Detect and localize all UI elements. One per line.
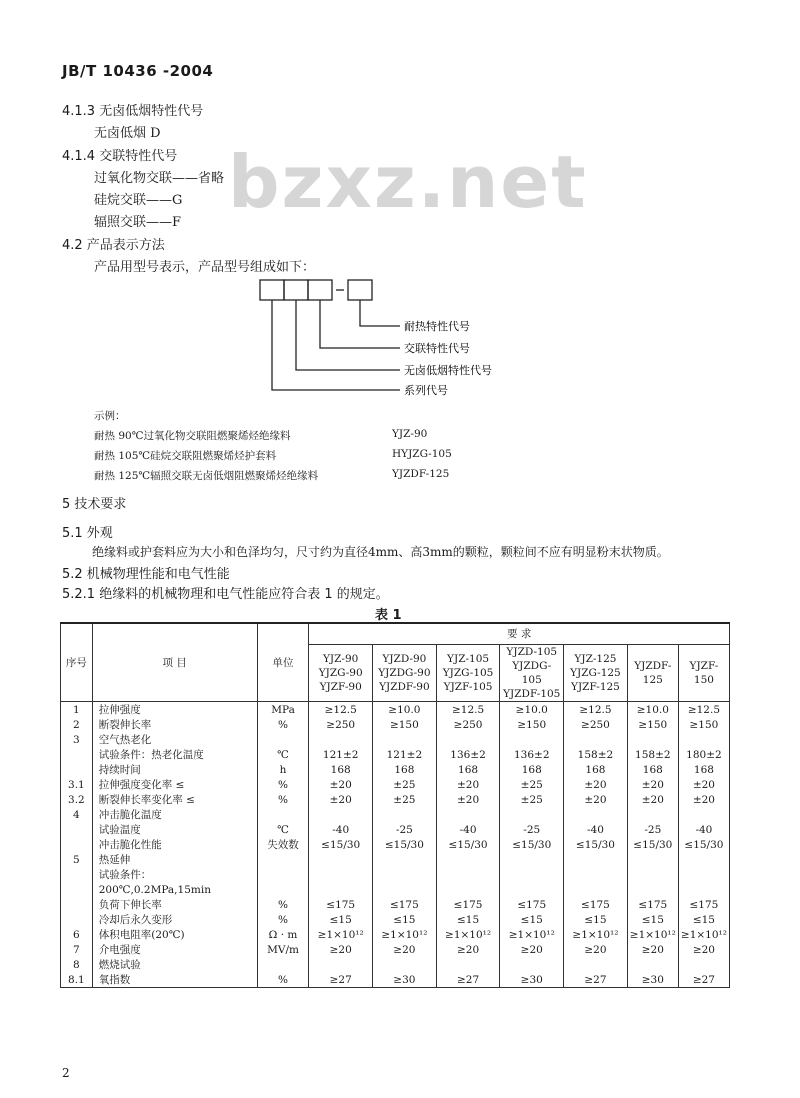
- row-value: 136±2: [436, 747, 500, 762]
- row-value: ±20: [627, 792, 678, 807]
- table-row: [61, 912, 730, 927]
- row-value: ≥250: [564, 717, 628, 732]
- row-value: -40: [436, 822, 500, 837]
- head-no: 序号: [61, 623, 93, 702]
- row-no: 3: [61, 732, 93, 747]
- row-value: [500, 732, 564, 747]
- head-group-line: YJZF-90: [319, 681, 362, 693]
- row-value: [309, 867, 373, 882]
- row-value: 121±2: [309, 747, 373, 762]
- row-no: 1: [61, 702, 93, 718]
- standard-number: JB/T 10436 -2004: [62, 62, 214, 80]
- row-value: ≤15/30: [309, 837, 373, 852]
- row-value: 168: [309, 762, 373, 777]
- row-no: [61, 762, 93, 777]
- row-value: ≥150: [500, 717, 564, 732]
- head-group: [373, 645, 437, 702]
- row-value: ≥1×10¹²: [678, 927, 729, 942]
- head-requirement: 要 求: [309, 623, 730, 645]
- row-item: 试验条件：: [92, 867, 257, 882]
- row-value: [678, 732, 729, 747]
- row-value: [678, 957, 729, 972]
- section-4-1-3-item: 无卤低烟 D: [94, 126, 161, 141]
- row-value: [627, 882, 678, 897]
- row-unit: %: [257, 912, 309, 927]
- row-value: ≥27: [564, 972, 628, 988]
- row-value: ≥150: [678, 717, 729, 732]
- row-unit: 失效数: [257, 837, 309, 852]
- row-value: ≤15: [678, 912, 729, 927]
- row-unit: [257, 957, 309, 972]
- row-unit: %: [257, 972, 309, 988]
- row-value: [309, 732, 373, 747]
- row-value: ≥20: [373, 942, 437, 957]
- row-value: [564, 852, 628, 867]
- row-value: [436, 957, 500, 972]
- head-group-line: YJZF-150: [689, 660, 719, 686]
- spec-table: [60, 622, 730, 988]
- head-group-line: YJZD-90: [382, 653, 427, 665]
- crosslink-item-peroxide: 过氧化物交联——省略: [94, 171, 225, 186]
- table-row: [61, 867, 730, 882]
- table-row: [61, 972, 730, 988]
- example-desc-2: 耐热 105℃硅烷交联阻燃聚烯烃护套料: [94, 450, 277, 462]
- head-group: [627, 645, 678, 702]
- row-value: [500, 957, 564, 972]
- diagram-label-halogen-free: 无卤低烟特性代号: [404, 364, 492, 377]
- row-value: [436, 882, 500, 897]
- table-row: [61, 837, 730, 852]
- row-value: ≥150: [627, 717, 678, 732]
- row-value: [627, 807, 678, 822]
- head-group-line: YJZDF-125: [634, 660, 672, 686]
- example-code-1: YJZ-90: [392, 428, 428, 440]
- table-row: [61, 942, 730, 957]
- table-row: [61, 897, 730, 912]
- head-group-line: YJZG-105: [442, 667, 494, 679]
- row-no: 3.2: [61, 792, 93, 807]
- diagram-label-series: 系列代号: [404, 384, 448, 397]
- row-value: [373, 882, 437, 897]
- row-value: ±20: [309, 792, 373, 807]
- row-value: -40: [309, 822, 373, 837]
- row-value: -40: [564, 822, 628, 837]
- row-value: ≤15: [309, 912, 373, 927]
- row-value: -25: [373, 822, 437, 837]
- table-row: [61, 807, 730, 822]
- row-value: ≤15/30: [678, 837, 729, 852]
- row-value: 136±2: [500, 747, 564, 762]
- row-value: ≥12.5: [564, 702, 628, 718]
- row-item: 断裂伸长率: [92, 717, 257, 732]
- row-item: 持续时间: [92, 762, 257, 777]
- head-group-line: YJZ-105: [447, 653, 490, 665]
- row-value: ≥30: [627, 972, 678, 988]
- row-value: 168: [500, 762, 564, 777]
- row-no: 8: [61, 957, 93, 972]
- row-item: 热延伸: [92, 852, 257, 867]
- row-value: ≤175: [436, 897, 500, 912]
- row-value: 168: [373, 762, 437, 777]
- head-group-line: YJZF-105: [443, 681, 493, 693]
- row-value: ≤15/30: [436, 837, 500, 852]
- row-unit: MPa: [257, 702, 309, 718]
- head-group-line: YJZG-90: [318, 667, 363, 679]
- table-row: [61, 732, 730, 747]
- row-value: ≥20: [436, 942, 500, 957]
- row-value: ≥30: [373, 972, 437, 988]
- head-group: [436, 645, 500, 702]
- row-value: ≤15/30: [373, 837, 437, 852]
- row-value: [564, 882, 628, 897]
- model-code-diagram: [252, 278, 582, 400]
- row-value: [627, 732, 678, 747]
- row-value: ±20: [678, 777, 729, 792]
- row-unit: %: [257, 792, 309, 807]
- head-group-line: YJZF-125: [571, 681, 620, 693]
- row-value: [500, 807, 564, 822]
- row-value: ≥30: [500, 972, 564, 988]
- table-row: [61, 762, 730, 777]
- row-value: 158±2: [564, 747, 628, 762]
- row-value: [564, 732, 628, 747]
- row-value: [627, 852, 678, 867]
- head-group-line: YJZDF-105: [503, 688, 561, 700]
- row-no: [61, 747, 93, 762]
- row-unit: ℃: [257, 822, 309, 837]
- row-value: ≤15: [564, 912, 628, 927]
- row-item: 200℃,0.2MPa,15min: [92, 882, 257, 897]
- head-group-line: YJZ-90: [323, 653, 359, 665]
- row-value: [627, 957, 678, 972]
- row-value: [309, 807, 373, 822]
- table-row: [61, 927, 730, 942]
- table-row: [61, 882, 730, 897]
- head-group: [309, 645, 373, 702]
- row-value: ≤175: [500, 897, 564, 912]
- row-value: -40: [678, 822, 729, 837]
- head-group-line: YJZDG-105: [512, 660, 552, 686]
- row-value: ≥12.5: [309, 702, 373, 718]
- row-unit: %: [257, 717, 309, 732]
- row-unit: [257, 807, 309, 822]
- row-no: [61, 912, 93, 927]
- section-5-2-title: 5.2 机械物理性能和电气性能: [62, 567, 230, 582]
- row-value: ≥20: [564, 942, 628, 957]
- row-value: [500, 867, 564, 882]
- example-code-3: YJZDF-125: [392, 468, 450, 480]
- row-value: [564, 807, 628, 822]
- row-item: 氧指数: [92, 972, 257, 988]
- row-value: [373, 867, 437, 882]
- section-5-1-text: 绝缘料或护套料应为大小和色泽均匀，尺寸约为直径4mm、高3mm的颗粒，颗粒间不应有明显粉末状物质。: [92, 545, 669, 559]
- row-value: -25: [627, 822, 678, 837]
- row-value: [678, 882, 729, 897]
- row-item: 冲击脆化性能: [92, 837, 257, 852]
- head-group-line: YJZDF-90: [379, 681, 430, 693]
- section-4-2-text: 产品用型号表示，产品型号组成如下：: [94, 260, 316, 275]
- row-no: 6: [61, 927, 93, 942]
- table-row: [61, 822, 730, 837]
- row-value: [500, 882, 564, 897]
- row-no: 4: [61, 807, 93, 822]
- row-value: [500, 852, 564, 867]
- examples-title: 示例：: [94, 410, 126, 422]
- row-value: 158±2: [627, 747, 678, 762]
- row-value: 168: [627, 762, 678, 777]
- example-desc-3: 耐热 125℃辐照交联无卤低烟阻燃聚烯烃绝缘料: [94, 470, 319, 482]
- row-value: ±20: [436, 777, 500, 792]
- row-value: ≤175: [627, 897, 678, 912]
- table-row: [61, 777, 730, 792]
- row-value: ≥1×10¹²: [373, 927, 437, 942]
- row-value: ≤175: [678, 897, 729, 912]
- head-group-line: YJZD-105: [506, 646, 558, 658]
- row-value: [373, 807, 437, 822]
- row-value: ≥10.0: [373, 702, 437, 718]
- row-item: 拉伸强度变化率 ≤: [92, 777, 257, 792]
- row-value: ≥1×10¹²: [436, 927, 500, 942]
- row-value: ≥10.0: [500, 702, 564, 718]
- head-group: [500, 645, 564, 702]
- table-row: [61, 717, 730, 732]
- row-value: ±25: [500, 792, 564, 807]
- row-value: [373, 732, 437, 747]
- row-value: ±20: [436, 792, 500, 807]
- section-5-1-title: 5.1 外观: [62, 526, 113, 541]
- row-value: [436, 867, 500, 882]
- example-desc-1: 耐热 90℃过氧化物交联阻燃聚烯烃绝缘料: [94, 430, 291, 442]
- row-unit: [257, 732, 309, 747]
- row-value: [373, 852, 437, 867]
- row-value: [678, 807, 729, 822]
- row-value: ≥27: [436, 972, 500, 988]
- row-value: ≥12.5: [678, 702, 729, 718]
- row-value: ≥27: [678, 972, 729, 988]
- table-row: [61, 747, 730, 762]
- head-group-line: YJZG-125: [570, 667, 621, 679]
- table-caption: 表 1: [375, 608, 402, 623]
- row-value: ±20: [627, 777, 678, 792]
- row-value: ≥1×10¹²: [564, 927, 628, 942]
- row-value: ≥250: [436, 717, 500, 732]
- row-value: ≤175: [373, 897, 437, 912]
- row-value: [309, 852, 373, 867]
- row-value: ≤15: [436, 912, 500, 927]
- row-value: ±25: [373, 792, 437, 807]
- table-row: [61, 792, 730, 807]
- row-value: ≥1×10¹²: [627, 927, 678, 942]
- row-value: 168: [436, 762, 500, 777]
- row-value: [309, 957, 373, 972]
- row-value: ≤15: [373, 912, 437, 927]
- row-value: ±25: [500, 777, 564, 792]
- row-unit: h: [257, 762, 309, 777]
- row-value: [627, 867, 678, 882]
- row-value: ≤15/30: [500, 837, 564, 852]
- row-unit: Ω · m: [257, 927, 309, 942]
- row-value: ≤175: [564, 897, 628, 912]
- row-no: 3.1: [61, 777, 93, 792]
- row-value: [678, 867, 729, 882]
- row-item: 负荷下伸长率: [92, 897, 257, 912]
- row-item: 冲击脆化温度: [92, 807, 257, 822]
- row-value: ≥250: [309, 717, 373, 732]
- row-value: ±20: [564, 792, 628, 807]
- head-group-line: YJZ-125: [574, 653, 617, 665]
- section-4-1-3-title: 4.1.3 无卤低烟特性代号: [62, 104, 204, 119]
- table-row: [61, 852, 730, 867]
- row-no: [61, 822, 93, 837]
- row-item: 空气热老化: [92, 732, 257, 747]
- row-value: ±20: [564, 777, 628, 792]
- row-item: 试验条件：热老化温度: [92, 747, 257, 762]
- example-code-2: HYJZG-105: [392, 448, 452, 460]
- row-value: ≤15/30: [627, 837, 678, 852]
- row-no: 2: [61, 717, 93, 732]
- row-value: ≥1×10¹²: [500, 927, 564, 942]
- crosslink-item-irradiation: 辐照交联——F: [94, 215, 182, 230]
- row-value: ≥20: [309, 942, 373, 957]
- row-value: ≤175: [309, 897, 373, 912]
- row-item: 拉伸强度: [92, 702, 257, 718]
- row-value: [373, 957, 437, 972]
- row-value: ±20: [309, 777, 373, 792]
- section-4-1-4-title: 4.1.4 交联特性代号: [62, 149, 178, 164]
- row-value: ≥150: [373, 717, 437, 732]
- row-value: [678, 852, 729, 867]
- row-value: [436, 807, 500, 822]
- row-unit: %: [257, 897, 309, 912]
- row-value: ≥1×10¹²: [309, 927, 373, 942]
- row-value: ≥20: [678, 942, 729, 957]
- row-value: ±25: [373, 777, 437, 792]
- row-value: ≥20: [500, 942, 564, 957]
- row-unit: %: [257, 777, 309, 792]
- section-5-2-1-title: 5.2.1 绝缘料的机械物理和电气性能应符合表 1 的规定。: [62, 587, 389, 602]
- row-no: [61, 867, 93, 882]
- row-no: 5: [61, 852, 93, 867]
- watermark: bzxz.net: [228, 140, 588, 224]
- row-value: 121±2: [373, 747, 437, 762]
- row-item: 燃烧试验: [92, 957, 257, 972]
- row-unit: MV/m: [257, 942, 309, 957]
- row-value: ≥20: [627, 942, 678, 957]
- page-number: 2: [62, 1066, 70, 1080]
- row-item: 介电强度: [92, 942, 257, 957]
- row-no: 8.1: [61, 972, 93, 988]
- table-row: [61, 702, 730, 718]
- diagram-label-crosslink: 交联特性代号: [404, 342, 470, 355]
- row-value: 168: [678, 762, 729, 777]
- row-value: ≤15/30: [564, 837, 628, 852]
- row-item: 体积电阻率(20℃): [92, 927, 257, 942]
- row-item: 试验温度: [92, 822, 257, 837]
- row-value: 168: [564, 762, 628, 777]
- row-unit: [257, 852, 309, 867]
- row-value: [436, 732, 500, 747]
- table-row: [61, 957, 730, 972]
- row-item: 断裂伸长率变化率 ≤: [92, 792, 257, 807]
- row-unit: [257, 882, 309, 897]
- row-value: ≤15: [500, 912, 564, 927]
- row-value: ±20: [678, 792, 729, 807]
- row-value: [564, 957, 628, 972]
- row-item: 冷却后永久变形: [92, 912, 257, 927]
- row-no: [61, 837, 93, 852]
- row-value: [309, 882, 373, 897]
- row-value: -25: [500, 822, 564, 837]
- table-body: [61, 702, 730, 988]
- section-5-title: 5 技术要求: [62, 497, 127, 512]
- row-no: 7: [61, 942, 93, 957]
- head-group: [564, 645, 628, 702]
- section-4-2-title: 4.2 产品表示方法: [62, 238, 165, 253]
- row-value: ≥10.0: [627, 702, 678, 718]
- row-value: [564, 867, 628, 882]
- row-value: [436, 852, 500, 867]
- head-unit: 单位: [257, 623, 309, 702]
- row-unit: ℃: [257, 747, 309, 762]
- row-value: ≥12.5: [436, 702, 500, 718]
- head-group-line: YJZDG-90: [378, 667, 431, 679]
- head-item: 项 目: [92, 623, 257, 702]
- row-no: [61, 897, 93, 912]
- head-group: [678, 645, 729, 702]
- crosslink-item-silane: 硅烷交联——G: [94, 193, 183, 208]
- diagram-label-heat: 耐热特性代号: [404, 320, 470, 333]
- row-value: ≥27: [309, 972, 373, 988]
- row-unit: [257, 867, 309, 882]
- row-value: 180±2: [678, 747, 729, 762]
- row-value: ≤15: [627, 912, 678, 927]
- row-no: [61, 882, 93, 897]
